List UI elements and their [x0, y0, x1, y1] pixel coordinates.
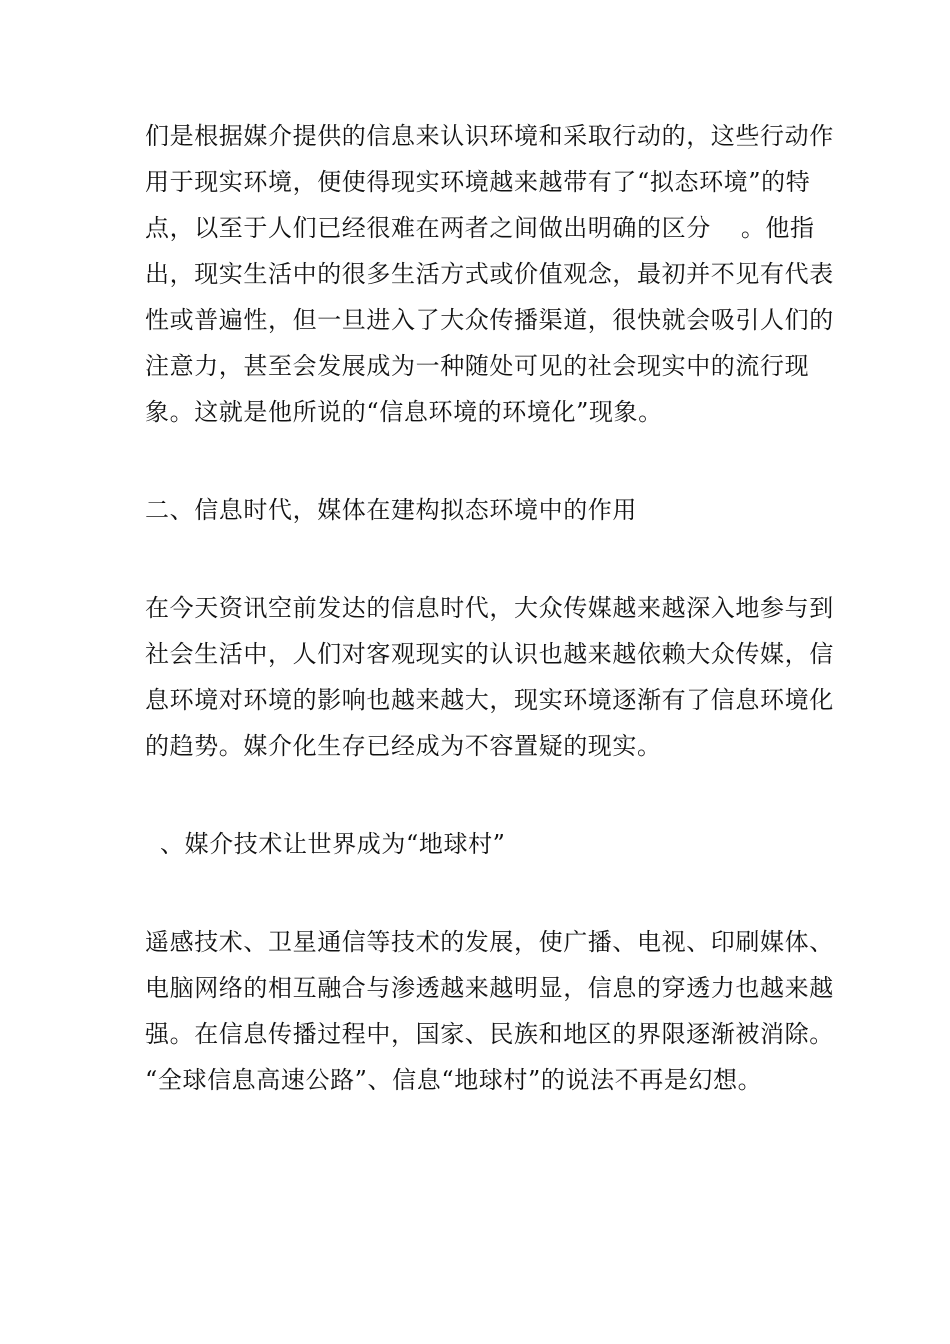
paragraph-1-line-6: 注意力，甚至会发展成为一种随处可见的社会现实中的流行现 [145, 352, 810, 380]
paragraph-3-line-3: 强。在信息传播过程中，国家、民族和地区的界限逐渐被消除。 [145, 1020, 834, 1048]
paragraph-1-line-4: 出，现实生活中的很多生活方式或价值观念，最初并不见有代表 [145, 260, 834, 288]
paragraph-1-line-2: 用于现实环境，便使得现实环境越来越带有了“拟态环境”的特 [145, 168, 811, 196]
paragraph-1-line-5: 性或普遍性，但一旦进入了大众传播渠道，很快就会吸引人们的 [145, 306, 834, 334]
paragraph-1-line-1: 们是根据媒介提供的信息来认识环境和采取行动的，这些行动作 [145, 122, 834, 150]
paragraph-2-line-3: 息环境对环境的影响也越来越大，现实环境逐渐有了信息环境化 [145, 686, 834, 714]
paragraph-1-line-3-text: 点，以至于人们已经很难在两者之间做出明确的区分 [145, 214, 711, 242]
paragraph-1-line-3-tail: 。他指 [740, 214, 815, 242]
paragraph-2-line-4: 的趋势。媒介化生存已经成为不容置疑的现实。 [145, 732, 662, 760]
paragraph-3-line-1: 遥感技术、卫星通信等技术的发展，使广播、电视、印刷媒体、 [145, 928, 834, 956]
paragraph-2-line-1: 在今天资讯空前发达的信息时代，大众传媒越来越深入地参与到 [145, 594, 834, 622]
paragraph-1-line-7: 象。这就是他所说的“信息环境的环境化”现象。 [145, 398, 663, 426]
paragraph-1-line-3 [145, 213, 815, 243]
paragraph-3-line-4: “全球信息高速公路”、信息“地球村”的说法不再是幻想。 [145, 1066, 763, 1094]
paragraph-3-line-2: 电脑网络的相互融合与渗透越来越明显，信息的穿透力也越来越 [145, 974, 834, 1002]
section-heading-2: 二、信息时代，媒体在建构拟态环境中的作用 [145, 496, 637, 524]
paragraph-2-line-2: 社会生活中，人们对客观现实的认识也越来越依赖大众传媒，信 [145, 640, 834, 668]
subsection-heading: 、媒介技术让世界成为“地球村” [160, 830, 506, 858]
